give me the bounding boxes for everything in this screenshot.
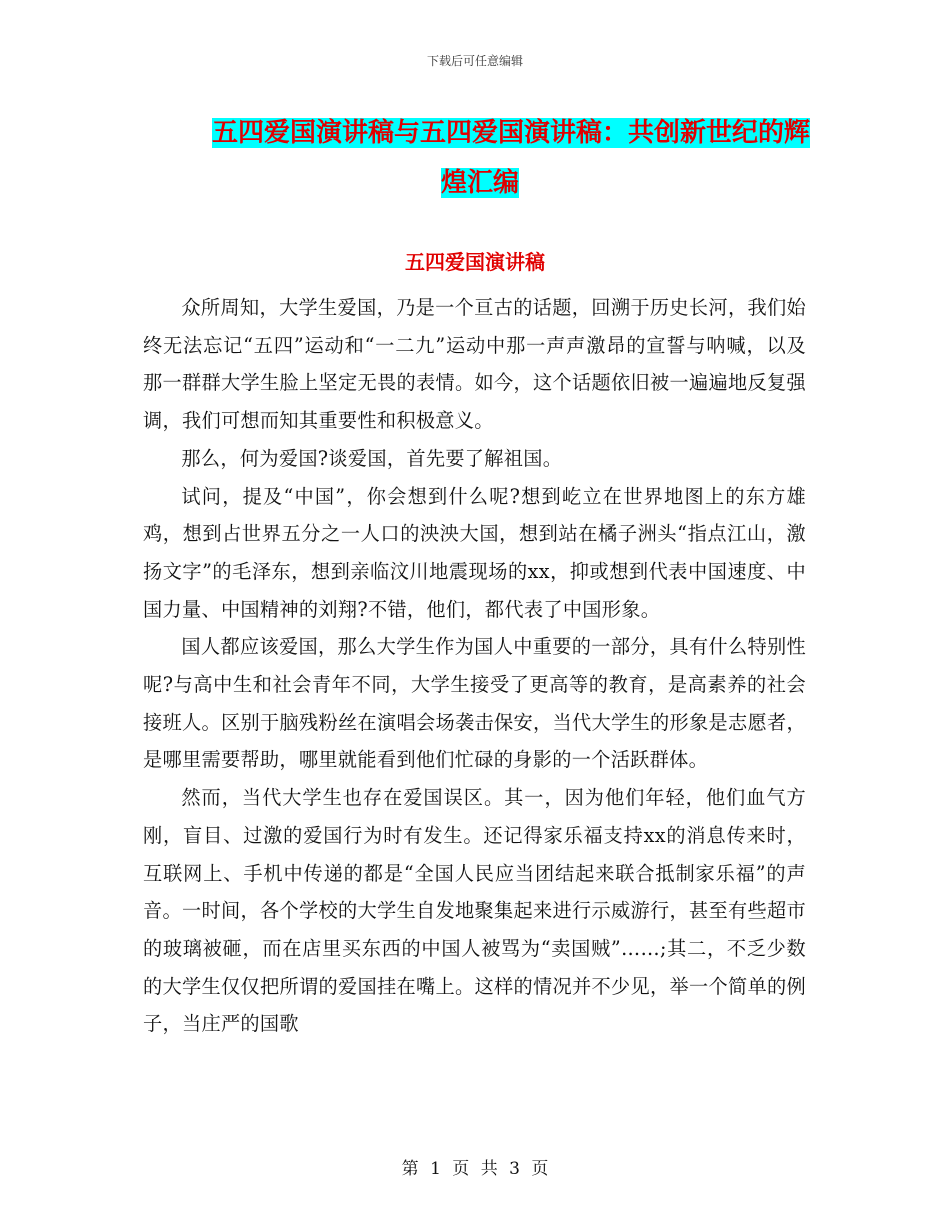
paragraph: 试问，提及“中国”，你会想到什么呢?想到屹立在世界地图上的东方雄鸡，想到占世界五分之一人口的泱泱大国，想到站在橘子洲头“指点江山，激扬文字”的毛泽东，想到亲临汶川地震现场的xx，抑或想到代表中国速度、中国力量、中国精神的刘翔?不错，他们，都代表了中国形象。: [143, 484, 806, 621]
section-heading: 五四爱国演讲稿: [405, 250, 545, 274]
paragraph: 国人都应该爱国，那么大学生作为国人中重要的一部分，具有什么特别性呢?与高中生和社会青年不同，大学生接受了更高等的教育，是高素养的社会接班人。区别于脑残粉丝在演唱会场袭击保安，当代大学生的形象是志愿者，是哪里需要帮助，哪里就能看到他们忙碌的身影的一个活跃群体。: [143, 635, 806, 772]
document-title: [150, 108, 810, 208]
page-footer: 第 1 页 共 3 页: [401, 1159, 549, 1179]
paragraph: 那么，何为爱国?谈爱国，首先要了解祖国。: [181, 446, 563, 470]
document-body: [143, 289, 806, 1043]
page-header-note: 下载后可任意编辑: [426, 54, 523, 68]
paragraph: 然而，当代大学生也存在爱国误区。其一，因为他们年轻，他们血气方刚，盲目、过激的爱国行为时有发生。还记得家乐福支持xx的消息传来时，互联网上、手机中传递的都是“全国人民应当团结起来联合抵制家乐福”的声音。一时间，各个学校的大学生自发地聚集起来进行示威游行，甚至有些超市的玻璃被砸，而在店里买东西的中国人被骂为“卖国贼”……;其二，不乏少数的大学生仅仅把所谓的爱国挂在嘴上。这样的情况并不少见，举一个简单的例子，当庄严的国歌: [143, 786, 806, 1036]
paragraph: 众所周知，大学生爱国，乃是一个亘古的话题，回溯于历史长河，我们始终无法忘记“五四”运动和“一二九”运动中那一声声激昂的宣誓与呐喊，以及那一群群大学生脸上坚定无畏的表情。如今，这个话题依旧被一遍遍地反复强调，我们可想而知其重要性和积极意义。: [143, 296, 806, 433]
title-line-1: 五四爱国演讲稿与五四爱国演讲稿：共创新世纪的辉: [211, 118, 810, 148]
title-line-2: 煌汇编: [440, 168, 519, 198]
